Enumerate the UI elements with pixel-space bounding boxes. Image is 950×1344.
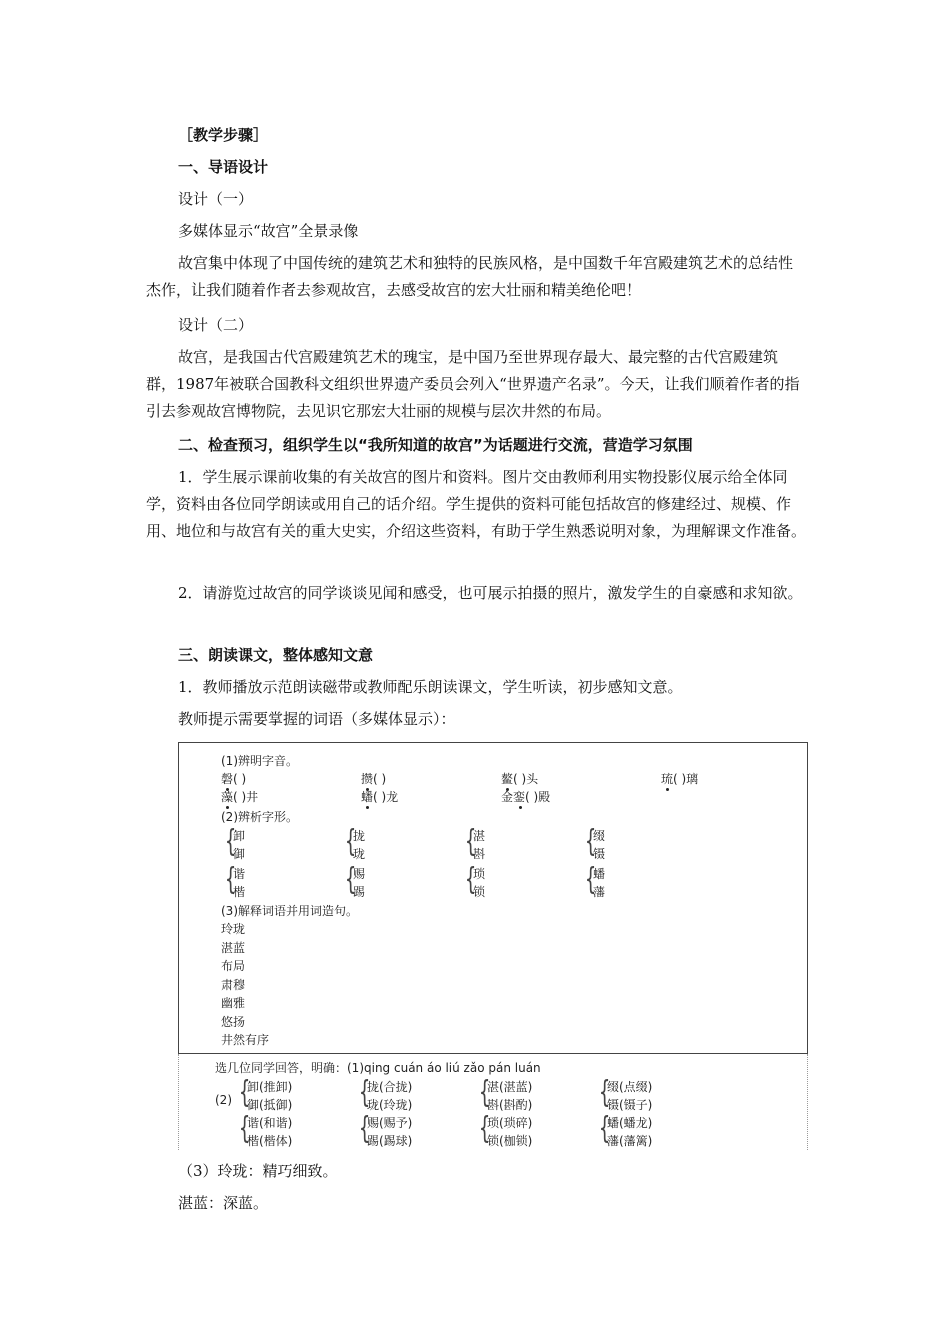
paragraph: 设计（一）: [178, 190, 254, 208]
pronunciation-item: 攒( ): [361, 772, 387, 786]
word-pair-item: 谐: [233, 867, 246, 881]
word-pair-item: 拢(合拢): [367, 1080, 413, 1094]
media-heading-explain: (3)解释词语并用词造句。: [221, 904, 358, 918]
word-pair-item: 卸(推卸): [247, 1080, 293, 1094]
brace-icon: {: [584, 862, 597, 897]
brace-icon: {: [478, 1075, 491, 1110]
word-pair-item: 卸: [233, 829, 246, 843]
pronunciation-item: 磐( ): [221, 772, 247, 786]
paragraph: 2．请游览过故宫的同学谈谈见闻和感受，也可展示拍摄的照片，激发学生的自豪感和求知欲。: [178, 584, 803, 602]
brace-icon: {: [464, 824, 477, 859]
paragraph: 二、检查预习，组织学生以“我所知道的故宫”为话题进行交流，营造学习氛围: [178, 436, 693, 454]
word-pair-item: 缀(点缀): [607, 1080, 653, 1094]
answer-slide: [178, 1054, 808, 1150]
word-pair-item: 锁: [473, 885, 486, 899]
brace-icon: {: [478, 1111, 491, 1146]
vocab-word: 肃穆: [221, 977, 246, 992]
word-pair-item: 踢(踢球): [367, 1134, 413, 1148]
vocab-word: 布局: [221, 959, 246, 973]
paragraph: 教师提示需要掌握的词语（多媒体显示）：: [178, 710, 456, 728]
word-pair-item: 珑(玲珑): [367, 1098, 413, 1112]
emphasis-dot: [666, 788, 669, 791]
word-pair-item: 珑: [353, 847, 366, 861]
vocab-word: 悠扬: [221, 1014, 246, 1029]
brace-icon: {: [238, 1111, 251, 1146]
vocab-word: 湛蓝: [221, 940, 246, 955]
vocab-word: 井然有序: [221, 1033, 270, 1047]
media-heading-pronunciation: (1)辨明字音。: [221, 754, 298, 768]
word-pair-item: 赐(赐予): [367, 1116, 413, 1130]
word-pair-item: 蟠: [593, 867, 606, 881]
vocab-word: 玲珑: [221, 922, 246, 936]
brace-icon: {: [224, 824, 237, 859]
pronunciation-item: 鳌( )头: [501, 772, 539, 786]
word-pair-item: 楷(楷体): [247, 1134, 293, 1148]
paragraph: 一、导语设计: [178, 158, 269, 176]
word-pair-item: 赐: [353, 867, 366, 881]
word-pair-item: 湛: [473, 829, 486, 843]
word-pair-item: 楷: [233, 885, 246, 899]
paragraph: （3）玲珑：精巧细致。: [178, 1162, 338, 1180]
brace-icon: {: [224, 862, 237, 897]
brace-icon: {: [358, 1111, 371, 1146]
multimedia-vocab-slide: [178, 742, 808, 1054]
paragraph: 湛蓝：深蓝。: [178, 1194, 269, 1212]
brace-icon: {: [344, 824, 357, 859]
brace-icon: {: [358, 1075, 371, 1110]
brace-icon: {: [464, 862, 477, 897]
word-pair-item: 镊: [593, 847, 606, 861]
emphasis-dot: [226, 806, 229, 809]
paragraph: 多媒体显示“故宫”全景录像: [178, 222, 359, 240]
paragraph: 1．教师播放示范朗读磁带或教师配乐朗读课文，学生听读，初步感知文意。: [178, 678, 683, 696]
paragraph: 三、朗读课文，整体感知文意: [178, 646, 374, 664]
answer-line-pinyin: 选几位同学回答，明确：(1)qing cuán áo liú zǎo pán luán: [215, 1061, 541, 1075]
word-pair-item: 斟(斟酌): [487, 1098, 533, 1112]
pronunciation-item: 金銮( )殿: [501, 790, 551, 804]
paragraph: 故宫，是我国古代宫殿建筑艺术的瑰宝，是中国乃至世界现存最大、最完整的古代宫殿建筑群，1987年被联合国教科文组织世界遗产委员会列入“世界遗产名录”。今天，让我们顺着作者的指引去参观故宫博物院，去见识它那宏大壮丽的规模与层次井然的布局。: [146, 348, 800, 420]
word-pair-item: 湛(湛蓝): [487, 1080, 533, 1094]
word-pair-item: 御: [233, 847, 246, 861]
pronunciation-item: 藻( )井: [221, 790, 259, 804]
word-pair-item: 琐(琐碎): [487, 1116, 533, 1130]
word-pair-item: 藩(藩篱): [607, 1134, 653, 1148]
media-heading-shape: (2)辨析字形。: [221, 810, 298, 824]
word-pair-item: 藩: [593, 885, 606, 899]
brace-icon: {: [238, 1075, 251, 1110]
word-pair-item: 踢: [353, 885, 366, 899]
word-pair-item: 谐(和谐): [247, 1116, 293, 1130]
paragraph: 设计（二）: [178, 316, 254, 334]
emphasis-dot: [519, 806, 522, 809]
word-pair-item: 蟠(蟠龙): [607, 1116, 653, 1130]
pronunciation-item: 琉( )璃: [661, 772, 699, 786]
pronunciation-item: 蟠( )龙: [361, 790, 399, 804]
brace-icon: {: [584, 824, 597, 859]
paragraph: 故宫集中体现了中国传统的建筑艺术和独特的民族风格，是中国数千年宫殿建筑艺术的总结性杰作，让我们随着作者去参观故宫，去感受故宫的宏大壮丽和精美绝伦吧！: [146, 254, 794, 299]
word-pair-item: 锁(枷锁): [487, 1134, 533, 1148]
word-pair-item: 缀: [593, 829, 606, 843]
word-pair-item: 拢: [353, 829, 366, 843]
word-pair-item: 斟: [473, 847, 486, 861]
brace-icon: {: [598, 1075, 611, 1110]
word-pair-item: 御(抵御): [247, 1098, 293, 1112]
brace-icon: {: [598, 1111, 611, 1146]
paragraph: ［教学步骤］: [178, 126, 269, 144]
answer-label-2: (2): [215, 1093, 232, 1107]
paragraph: 1．学生展示课前收集的有关故宫的图片和资料。图片交由教师利用实物投影仪展示给全体同学，资料由各位同学朗读或用自己的话介绍。学生提供的资料可能包括故宫的修建经过、规模、作用、地位和与故宫有关的重大史实，介绍这些资料，有助于学生熟悉说明对象，为理解课文作准备。: [146, 468, 807, 540]
vocab-word: 幽雅: [221, 996, 246, 1010]
brace-icon: {: [344, 862, 357, 897]
word-pair-item: 镊(镊子): [607, 1098, 653, 1112]
emphasis-dot: [366, 806, 369, 809]
word-pair-item: 琐: [473, 867, 486, 881]
